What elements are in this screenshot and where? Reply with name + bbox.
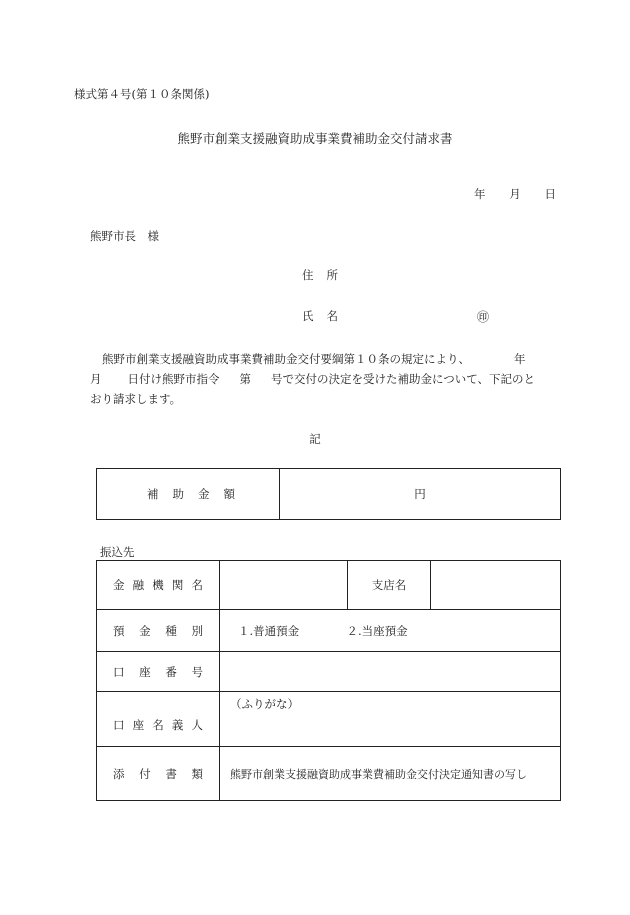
branch-field[interactable]: [431, 561, 561, 610]
amount-label-char: 金: [198, 487, 210, 501]
bank-table: [96, 560, 561, 801]
bank-name-label-char: 関: [171, 578, 184, 592]
account-holder-label-char: 名: [152, 718, 164, 732]
deposit-type-label-char: 別: [191, 623, 203, 638]
account-number-label-char: 座: [139, 664, 151, 679]
body-line-2: [90, 371, 560, 387]
attachment-label-char: 類: [191, 766, 203, 781]
account-holder-label-char: 口: [113, 718, 125, 732]
bank-name-field[interactable]: [220, 561, 348, 610]
deposit-type-label-cell: [97, 610, 220, 652]
body-line-1-text: 熊野市創業支援融資助成事業費補助金交付要綱第１０条の規定により、: [102, 352, 470, 366]
bank-name-label-char: 金: [113, 578, 125, 592]
body-line-2-date: 日付け熊野市指令: [127, 372, 220, 386]
amount-label-char: 補: [147, 487, 159, 501]
body-line-3: おり請求します。: [90, 392, 182, 406]
account-holder-label-char: 座: [132, 718, 145, 732]
bank-name-label-cell: [97, 561, 220, 610]
date-line: [474, 187, 556, 201]
seal-mark: ㊞: [477, 310, 490, 324]
account-holder-label-cell: [97, 692, 220, 747]
body-line-2-dai: 第: [239, 372, 251, 386]
attachment-label-cell: [97, 747, 220, 801]
deposit-option-current[interactable]: ２.当座預金: [346, 623, 408, 638]
name-label: [302, 309, 338, 323]
date-day: 日: [544, 187, 556, 201]
name-label-char-2: 名: [326, 309, 338, 323]
account-number-label-char: 口: [113, 664, 125, 679]
amount-label-char: 額: [223, 487, 235, 501]
amount-unit: 円: [414, 487, 426, 501]
amount-table: [96, 468, 561, 520]
ki-marker: 記: [309, 432, 321, 446]
date-month: 月: [509, 187, 521, 201]
form-number: 様式第４号(第１０条関係): [74, 87, 210, 101]
account-number-label-char: 号: [191, 664, 203, 679]
furigana-label: （ふりがな）: [230, 697, 299, 711]
amount-label-char: 助: [172, 487, 184, 501]
body-line-2-rest: 号で交付の決定を受けた補助金について、下記のと: [271, 372, 536, 386]
address-label-char-1: 住: [302, 268, 314, 282]
address-label: [302, 268, 338, 282]
body-line-1-year: 年: [514, 352, 526, 366]
bank-name-label-char: 融: [132, 578, 145, 592]
body-line-2-month: 月: [90, 372, 102, 386]
bank-name-label-char: 機: [152, 578, 164, 592]
attachment-value: 熊野市創業支援融資助成事業費補助金交付決定通知書の写し: [220, 747, 561, 801]
account-number-label-cell: [97, 652, 220, 692]
attachment-label-char: 書: [165, 766, 177, 781]
address-label-char-2: 所: [326, 268, 338, 282]
account-number-field[interactable]: [220, 652, 561, 692]
name-label-char-1: 氏: [302, 309, 314, 323]
branch-label: 支店名: [348, 561, 431, 610]
transfer-label: 振込先: [100, 545, 135, 559]
date-year: 年: [474, 187, 486, 201]
body-line-1: [90, 351, 560, 367]
deposit-type-label-char: 預: [113, 623, 125, 638]
bank-name-label-char: 名: [191, 578, 203, 592]
deposit-type-field: [220, 610, 561, 652]
deposit-type-label-char: 種: [165, 623, 177, 638]
deposit-option-ordinary[interactable]: １.普通預金: [238, 623, 300, 638]
attachment-label-char: 付: [139, 766, 151, 781]
deposit-type-label-char: 金: [139, 623, 151, 638]
document-title: 熊野市創業支援融資助成事業費補助金交付請求書: [177, 131, 453, 146]
addressee: 熊野市長 様: [90, 229, 159, 243]
account-holder-label-char: 義: [171, 718, 184, 732]
account-number-label-char: 番: [165, 664, 177, 679]
amount-label-cell: [97, 469, 280, 520]
account-holder-label-char: 人: [191, 718, 203, 732]
amount-value-cell[interactable]: [280, 469, 561, 520]
account-holder-field[interactable]: [220, 692, 561, 747]
attachment-label-char: 添: [113, 766, 125, 781]
